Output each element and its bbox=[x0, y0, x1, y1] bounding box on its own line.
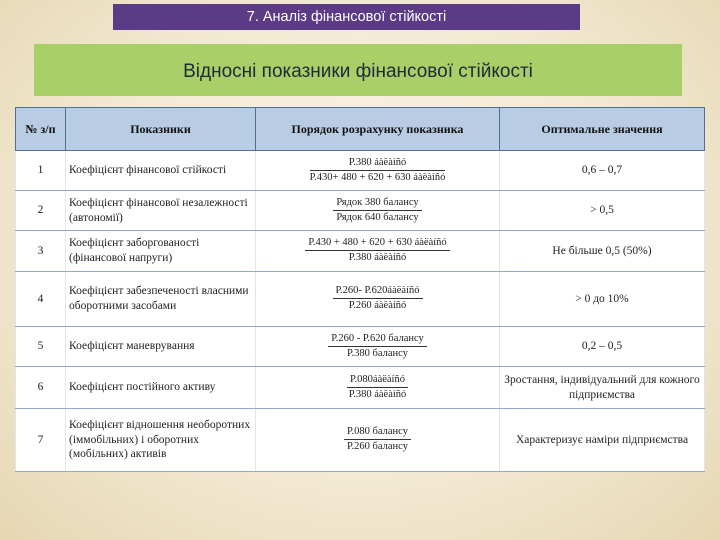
formula-numerator: Р.080áàëàíñó bbox=[347, 374, 408, 388]
row-indicator: Коефіцієнт відношення необоротних (іммобільних) і оборотних (мобільних) активів bbox=[66, 409, 256, 472]
formula-numerator: Р.430 + 480 + 620 + 630 áàëàíñó bbox=[305, 237, 449, 251]
row-formula bbox=[256, 367, 500, 409]
formula-denominator: Р.380 áàëàíñó bbox=[348, 388, 407, 400]
header-optimal: Оптимальне значення bbox=[500, 108, 705, 151]
header-num: № з/п bbox=[16, 108, 66, 151]
row-formula bbox=[256, 327, 500, 367]
row-optimal: > 0,5 bbox=[500, 191, 705, 231]
row-num: 7 bbox=[16, 409, 66, 472]
formula-fraction bbox=[310, 157, 446, 184]
table-row bbox=[16, 191, 705, 231]
row-indicator: Коефіцієнт фінансової незалежності (автономії) bbox=[66, 191, 256, 231]
row-formula bbox=[256, 191, 500, 231]
row-formula bbox=[256, 151, 500, 191]
table-row bbox=[16, 151, 705, 191]
row-optimal: 0,6 – 0,7 bbox=[500, 151, 705, 191]
row-num: 1 bbox=[16, 151, 66, 191]
row-num: 5 bbox=[16, 327, 66, 367]
table-heading: Відносні показники фінансової стійкості bbox=[34, 44, 682, 96]
formula-fraction bbox=[333, 197, 421, 224]
table-row bbox=[16, 409, 705, 472]
table-header-row bbox=[16, 108, 705, 151]
row-indicator: Коефіцієнт фінансової стійкості bbox=[66, 151, 256, 191]
table-row bbox=[16, 231, 705, 272]
row-optimal: Характеризує наміри підприємства bbox=[500, 409, 705, 472]
formula-denominator: Р.380 балансу bbox=[347, 347, 408, 359]
row-indicator: Коефіцієнт постійного активу bbox=[66, 367, 256, 409]
row-optimal: Не більше 0,5 (50%) bbox=[500, 231, 705, 272]
formula-numerator: Р.080 балансу bbox=[344, 426, 411, 440]
row-optimal: 0,2 – 0,5 bbox=[500, 327, 705, 367]
indicators-table bbox=[15, 107, 705, 472]
slide-title: 7. Аналіз фінансової стійкості bbox=[113, 4, 580, 30]
formula-denominator: Р.430+ 480 + 620 + 630 áàëàíñó bbox=[309, 171, 446, 183]
formula-fraction bbox=[347, 374, 408, 401]
formula-denominator: Рядок 640 балансу bbox=[336, 211, 419, 223]
row-indicator: Коефіцієнт забезпеченості власними оборотними засобами bbox=[66, 272, 256, 327]
header-formula: Порядок розрахунку показника bbox=[256, 108, 500, 151]
row-formula bbox=[256, 409, 500, 472]
row-formula bbox=[256, 272, 500, 327]
row-num: 2 bbox=[16, 191, 66, 231]
formula-numerator: Р.380 áàëàíñó bbox=[310, 157, 446, 171]
table-row bbox=[16, 272, 705, 327]
formula-numerator: Р.260 - Р.620 балансу bbox=[328, 333, 427, 347]
table-row bbox=[16, 327, 705, 367]
row-indicator: Коефіцієнт заборгованості (фінансової напруги) bbox=[66, 231, 256, 272]
row-num: 3 bbox=[16, 231, 66, 272]
row-indicator: Коефіцієнт маневрування bbox=[66, 327, 256, 367]
row-optimal: > 0 до 10% bbox=[500, 272, 705, 327]
table-row bbox=[16, 367, 705, 409]
row-formula bbox=[256, 231, 500, 272]
formula-fraction bbox=[328, 333, 427, 360]
formula-numerator: Р.260- Р.620áàëàíñó bbox=[333, 285, 423, 299]
formula-fraction bbox=[344, 426, 411, 453]
header-indicator: Показники bbox=[66, 108, 256, 151]
row-num: 6 bbox=[16, 367, 66, 409]
formula-numerator: Рядок 380 балансу bbox=[333, 197, 421, 211]
row-num: 4 bbox=[16, 272, 66, 327]
formula-denominator: Р.260 áàëàíñó bbox=[348, 300, 407, 312]
formula-denominator: Р.260 балансу bbox=[347, 441, 408, 453]
formula-fraction bbox=[333, 285, 423, 312]
formula-denominator: Р.380 áàëàíñó bbox=[348, 252, 407, 264]
formula-fraction bbox=[305, 237, 449, 264]
row-optimal: Зростання, індивідуальний для кожного підприємства bbox=[500, 367, 705, 409]
